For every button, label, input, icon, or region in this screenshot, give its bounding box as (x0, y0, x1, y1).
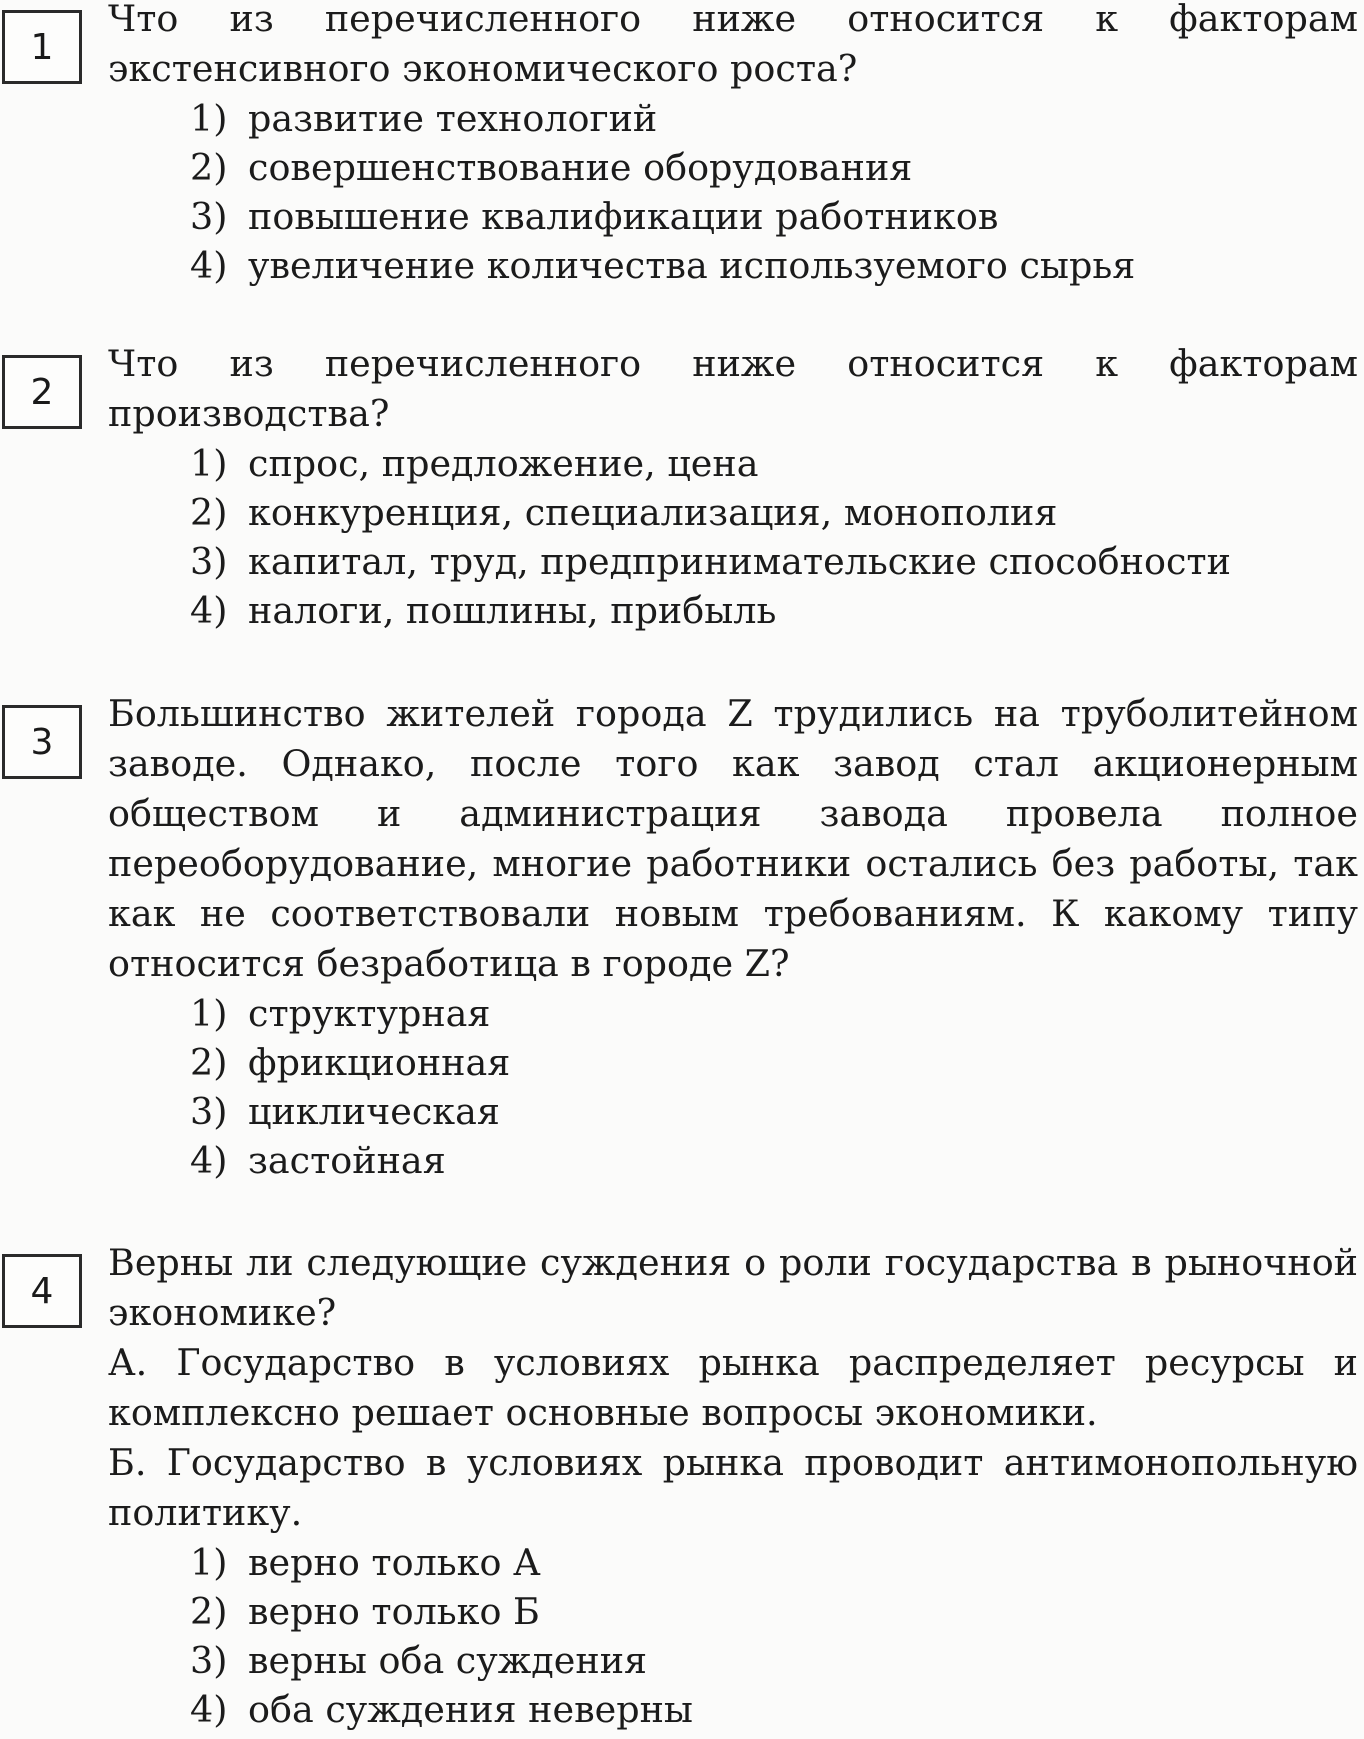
question-body (108, 689, 1358, 1185)
option-number: 2) (190, 1041, 228, 1084)
answer-option[interactable] (190, 192, 1358, 241)
question-text: Что из перечисленного ниже относится к факторам производства? (108, 342, 1358, 435)
answer-option[interactable] (190, 143, 1358, 192)
question-number: 2 (30, 371, 54, 413)
option-text: верны оба суждения (248, 1639, 648, 1682)
option-text: верно только Б (248, 1590, 540, 1633)
answer-option[interactable] (190, 488, 1358, 537)
option-text: капитал, труд, предпринимательские способности (248, 540, 1231, 583)
option-text: увеличение количества используемого сырья (248, 244, 1136, 287)
option-text: верно только А (248, 1541, 541, 1584)
option-number: 2) (190, 491, 228, 534)
answer-option[interactable] (190, 1038, 1358, 1087)
question-number-box (2, 10, 82, 84)
statement-b: Б. Государство в условиях рынка проводит антимонопольную политику. (108, 1441, 1358, 1534)
option-number: 1) (190, 97, 228, 140)
option-number: 3) (190, 1090, 228, 1133)
option-number: 3) (190, 540, 228, 583)
option-number: 2) (190, 1590, 228, 1633)
question-number: 3 (30, 721, 54, 763)
answer-option[interactable] (190, 1587, 1358, 1636)
option-text: оба суждения неверны (248, 1688, 693, 1731)
option-number: 1) (190, 1541, 228, 1584)
answer-option[interactable] (190, 1685, 1358, 1734)
answer-option[interactable] (190, 989, 1358, 1038)
option-text: структурная (248, 992, 491, 1035)
option-number: 2) (190, 146, 228, 189)
question-number-box (2, 705, 82, 779)
option-text: фрикционная (248, 1041, 511, 1084)
question-body (108, 1238, 1358, 1734)
answer-option[interactable] (190, 1087, 1358, 1136)
question-body (108, 0, 1358, 290)
option-number: 3) (190, 195, 228, 238)
option-text: застойная (248, 1139, 446, 1182)
question-number-box (2, 355, 82, 429)
option-number: 1) (190, 992, 228, 1035)
answer-option[interactable] (190, 439, 1358, 488)
option-number: 3) (190, 1639, 228, 1682)
question-number: 1 (30, 26, 54, 68)
question-text: Большинство жителей города Z трудились на труболитейном заводе. Однако, после того как завод стал акционерным обществом и администрация завода провела полное переоборудование, многие работники остались без работы, так как не соответствовали новым требованиям. К какому типу относится безработица в городе Z? (108, 692, 1358, 985)
answer-options (108, 439, 1358, 635)
option-number: 4) (190, 589, 228, 632)
question-text: Верны ли следующие суждения о роли государства в рыночной экономике? (108, 1241, 1358, 1334)
question-number: 4 (30, 1270, 54, 1312)
option-number: 4) (190, 1139, 228, 1182)
option-number: 4) (190, 244, 228, 287)
answer-options (108, 989, 1358, 1185)
option-text: повышение квалификации работников (248, 195, 999, 238)
answer-option[interactable] (190, 586, 1358, 635)
option-text: конкуренция, специализация, монополия (248, 491, 1058, 534)
option-text: циклическая (248, 1090, 500, 1133)
option-text: налоги, пошлины, прибыль (248, 589, 777, 632)
answer-option[interactable] (190, 537, 1358, 586)
option-number: 1) (190, 442, 228, 485)
option-text: совершенствование оборудования (248, 146, 913, 189)
answer-option[interactable] (190, 94, 1358, 143)
answer-option[interactable] (190, 1538, 1358, 1587)
answer-option[interactable] (190, 241, 1358, 290)
option-number: 4) (190, 1688, 228, 1731)
option-text: спрос, предложение, цена (248, 442, 759, 485)
question-number-box (2, 1254, 82, 1328)
option-text: развитие технологий (248, 97, 658, 140)
question-text: Что из перечисленного ниже относится к факторам экстенсивного экономического роста? (108, 0, 1358, 90)
answer-options (108, 1538, 1358, 1734)
question-body (108, 339, 1358, 635)
answer-options (108, 94, 1358, 290)
answer-option[interactable] (190, 1636, 1358, 1685)
statement-a: А. Государство в условиях рынка распределяет ресурсы и комплексно решает основные вопросы экономики. (108, 1341, 1358, 1434)
answer-option[interactable] (190, 1136, 1358, 1185)
